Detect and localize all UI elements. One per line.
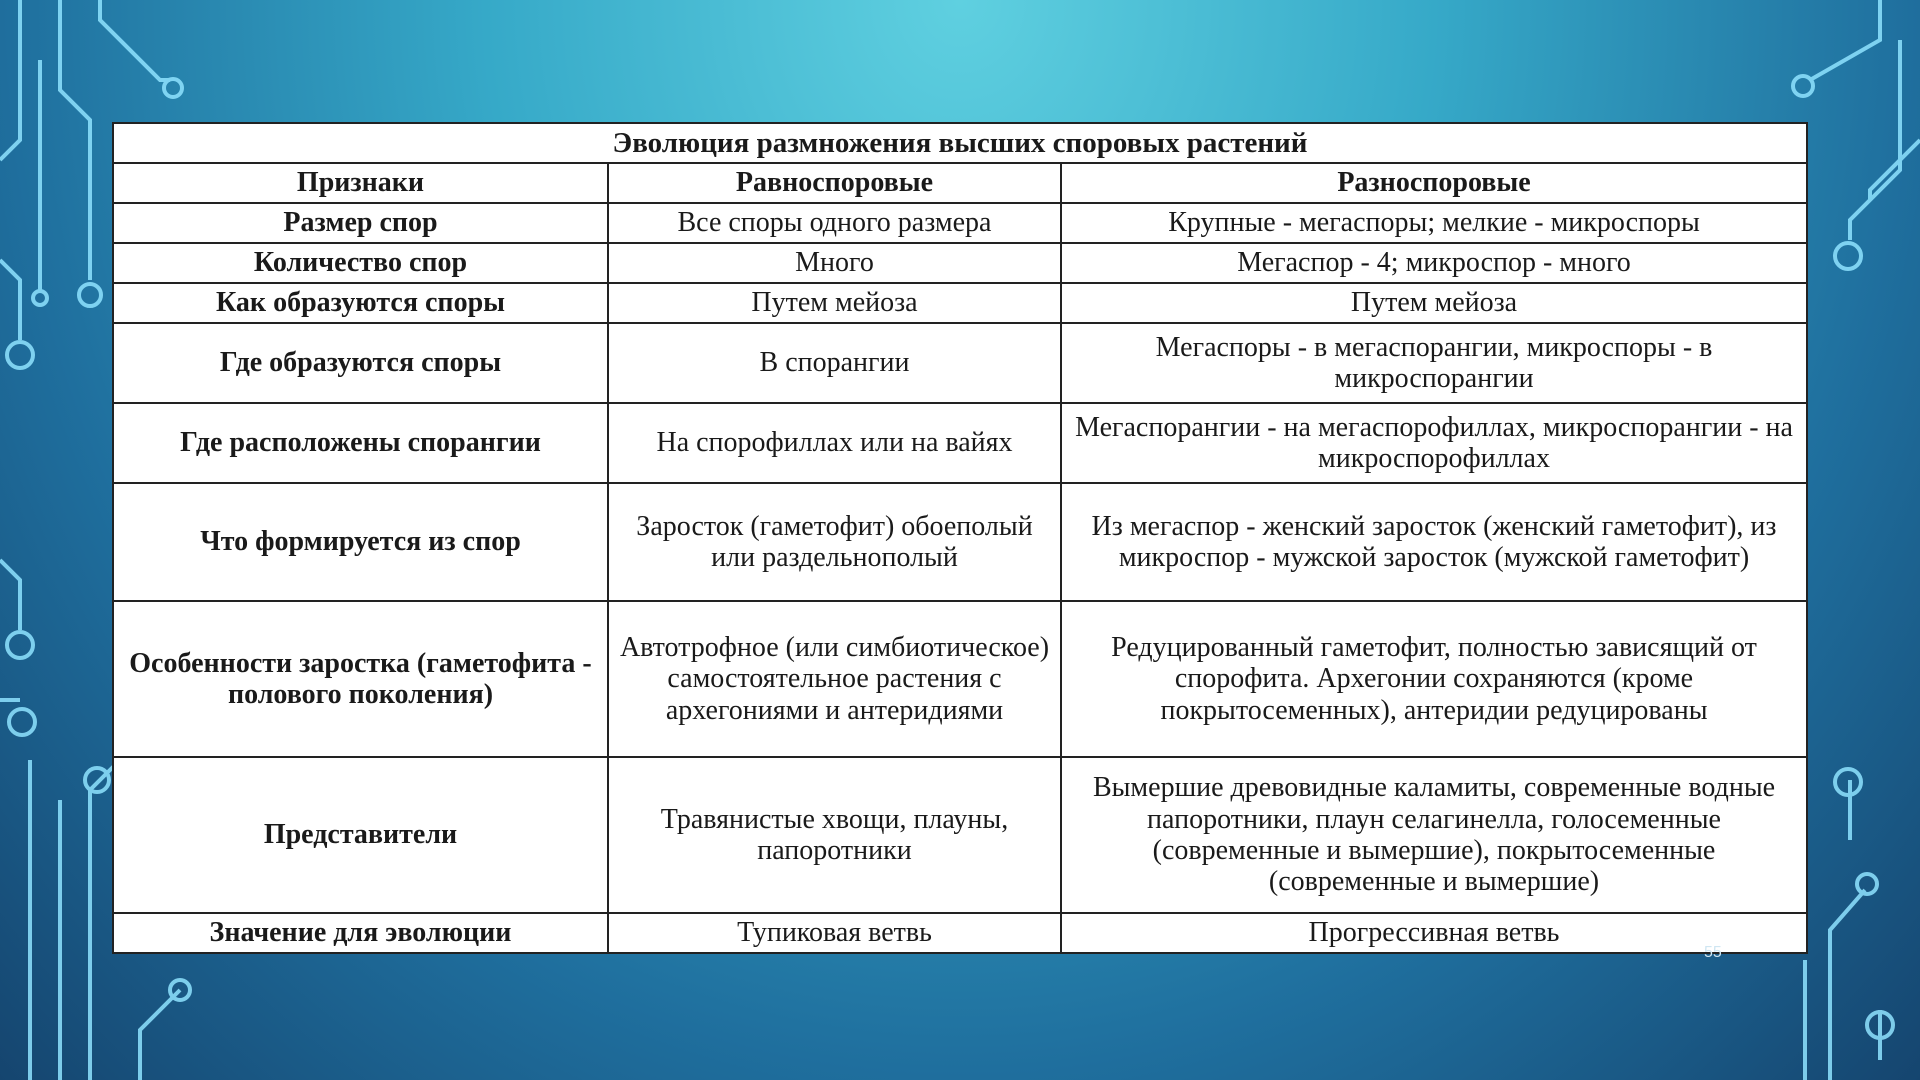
row-isosporous: Заросток (гаметофит) обоеполый или раздельнополый [608,483,1061,601]
table-title: Эволюция размножения высших споровых растений [113,123,1807,163]
row-feature: Где расположены спорангии [113,403,608,483]
row-feature: Значение для эволюции [113,913,608,953]
table-row [113,203,1807,243]
row-heterosporous: Крупные - мегаспоры; мелкие - микроспоры [1061,203,1807,243]
row-isosporous: Все споры одного размера [608,203,1061,243]
table-row [113,601,1807,757]
row-heterosporous: Вымершие древовидные каламиты, современные водные папоротники, плаун селагинелла, голосеменные (современные и вымершие), покрытосеменные (современные и вымершие) [1061,757,1807,913]
header-heterosporous: Разноспоровые [1061,163,1807,203]
row-feature: Количество спор [113,243,608,283]
row-heterosporous: Прогрессивная ветвь [1061,913,1807,953]
row-isosporous: Травянистые хвощи, плауны, папоротники [608,757,1061,913]
table-row [113,913,1807,953]
row-heterosporous: Редуцированный гаметофит, полностью зависящий от спорофита. Архегонии сохраняются (кроме покрытосеменных), антеридии редуцированы [1061,601,1807,757]
row-heterosporous: Мегаспор - 4; микроспор - много [1061,243,1807,283]
row-feature: Размер спор [113,203,608,243]
evolution-table [112,122,1808,954]
row-heterosporous: Мегаспоры - в мегаспорангии, микроспоры - в микроспорангии [1061,323,1807,403]
row-isosporous: Автотрофное (или симбиотическое) самостоятельное растения с архегониями и антеридиями [608,601,1061,757]
row-feature: Что формируется из спор [113,483,608,601]
row-heterosporous: Из мегаспор - женский заросток (женский гаметофит), из микроспор - мужской заросток (мужской гаметофит) [1061,483,1807,601]
table-row [113,483,1807,601]
row-isosporous: Путем мейоза [608,283,1061,323]
table-row [113,243,1807,283]
table-row [113,403,1807,483]
row-isosporous: На спорофиллах или на вайях [608,403,1061,483]
row-isosporous: В спорангии [608,323,1061,403]
row-feature: Как образуются споры [113,283,608,323]
header-isosporous: Равноспоровые [608,163,1061,203]
row-feature: Где образуются споры [113,323,608,403]
table-row [113,323,1807,403]
table-row [113,283,1807,323]
slide-number: 55 [1704,944,1722,961]
row-isosporous: Много [608,243,1061,283]
header-features: Признаки [113,163,608,203]
evolution-table-container [112,122,1808,954]
row-feature: Представители [113,757,608,913]
row-isosporous: Тупиковая ветвь [608,913,1061,953]
row-heterosporous: Мегаспорангии - на мегаспорофиллах, микроспорангии - на микроспорофиллах [1061,403,1807,483]
row-heterosporous: Путем мейоза [1061,283,1807,323]
row-feature: Особенности заростка (гаметофита - полового поколения) [113,601,608,757]
table-row [113,757,1807,913]
